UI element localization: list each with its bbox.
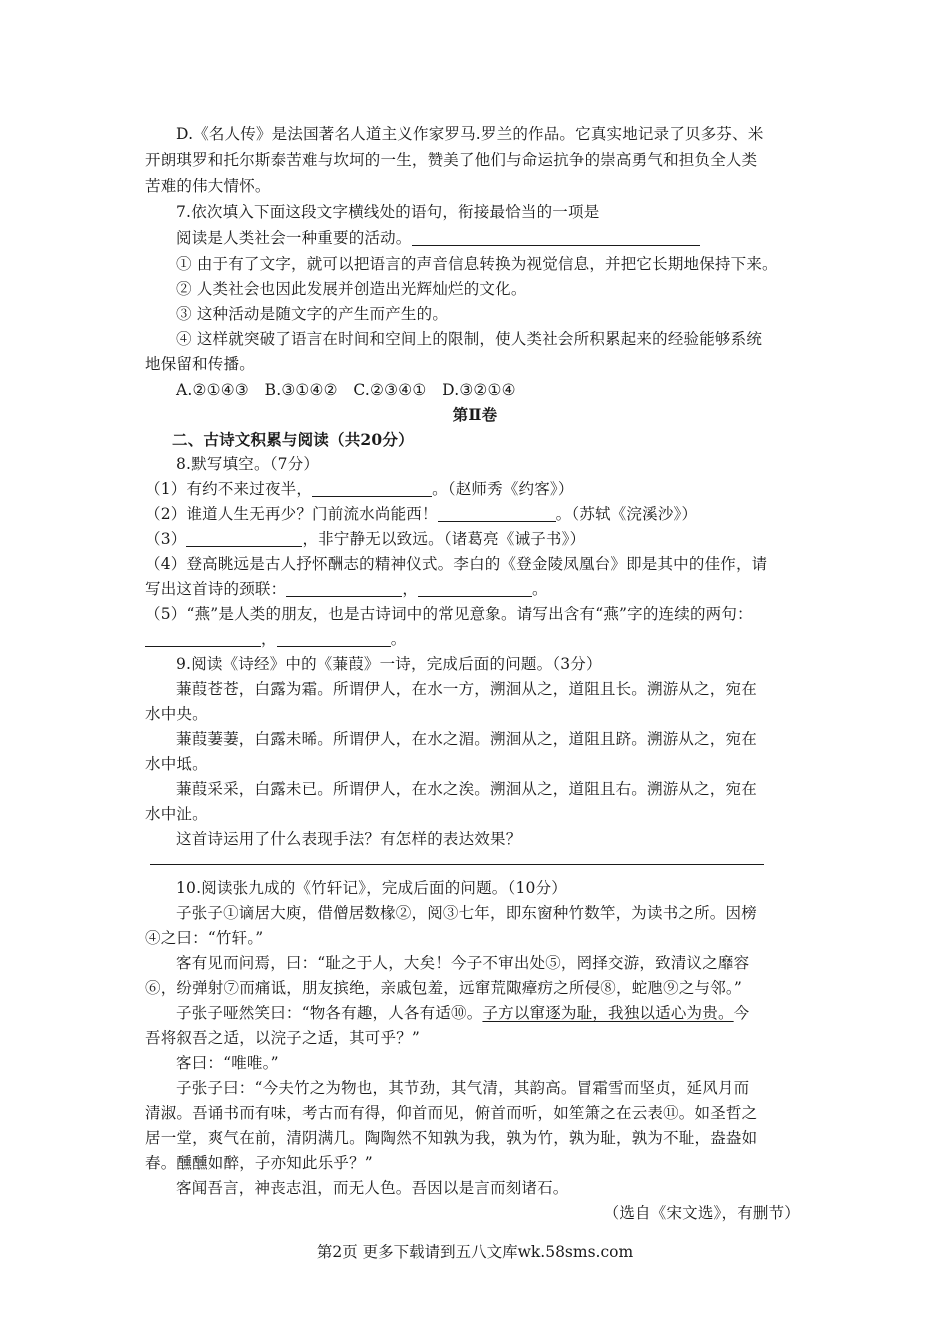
q10-para-b1: 客有见而问焉，曰：“耻之于人，大矣！今子不审出处⑤，罔择交游，致清议之靡容 bbox=[176, 954, 750, 972]
q9-stem: 9.阅读《诗经》中的《蒹葭》一诗，完成后面的问题。（3分） bbox=[176, 655, 602, 673]
q7-sentence-2: ② 人类社会也因此发展并创造出光辉灿烂的文化。 bbox=[176, 280, 527, 298]
q8-blank-4a bbox=[286, 580, 402, 597]
q8-blank-3 bbox=[186, 530, 302, 547]
q7-sentence-4b: 地保留和传播。 bbox=[145, 355, 255, 373]
q9-poem-3b: 水中沚。 bbox=[145, 805, 208, 823]
q10-para-e3: 居一堂，爽气在前，清阴满几。陶陶然不知孰为我，孰为竹，孰为耻，孰为不耻，盎盎如 bbox=[145, 1129, 758, 1147]
q8-blank-2 bbox=[438, 505, 556, 522]
q8-blank-5a bbox=[145, 630, 261, 647]
q10-source: （选自《宋文选》，有删节） bbox=[603, 1204, 800, 1222]
q6-option-d-line2: 开朗琪罗和托尔斯泰苦难与坎坷的一生，赞美了他们与命运抗争的崇高勇气和担负全人类 bbox=[145, 151, 758, 169]
q8-item-4a: （4）登高眺远是古人抒怀酬志的精神仪式。李白的《登金陵凤凰台》即是其中的佳作，请 bbox=[145, 555, 768, 573]
q7-stem: 7.依次填入下面这段文字横线处的语句，衔接最恰当的一项是 bbox=[176, 203, 600, 221]
q10-para-c1: 子张子哑然笑曰：“物各有趣，人各有适⑩。子方以窜逐为耻，我独以适心为贵。今 bbox=[176, 1004, 750, 1022]
q10-para-d: 客曰：“唯唯。” bbox=[176, 1054, 279, 1072]
q7-sentence-3: ③ 这种活动是随文字的产生而产生的。 bbox=[176, 305, 449, 323]
section-2-heading: 二、古诗文积累与阅读（共20分） bbox=[172, 430, 414, 449]
q10-para-c2: 吾将叙吾之适，以浣子之适，其可乎？” bbox=[145, 1029, 421, 1047]
q8-stem: 8.默写填空。（7分） bbox=[176, 455, 320, 473]
q9-poem-3a: 蒹葭采采，白露未已。所谓伊人，在水之涘。溯洄从之，道阻且右。溯游从之，宛在 bbox=[176, 780, 757, 798]
q7-sentence-4a: ④ 这样就突破了语言在时间和空间上的限制，使人类社会所积累起来的经验能够系统 bbox=[176, 330, 763, 348]
q9-question: 这首诗运用了什么表现手法？有怎样的表达效果？ bbox=[176, 830, 522, 848]
q6-option-d-line1: D.《名人传》是法国著名人道主义作家罗马.罗兰的作品。它真实地记录了贝多芬、米 bbox=[176, 125, 764, 143]
page-footer: 第2页 更多下载请到五八文库wk.58sms.com bbox=[316, 1243, 634, 1261]
q10-underlined-sentence: 子方以窜逐为耻，我独以适心为贵。 bbox=[482, 1004, 734, 1022]
q10-para-b2: ⑥，纷弹射⑦而痛诋，朋友摈绝，亲戚包羞，远窜荒陬瘴疠之所侵⑧，蛇虺⑨之与邻。” bbox=[145, 979, 742, 997]
q10-para-f: 客闻吾言，神丧志沮，而无人色。吾因以是言而刻诸石。 bbox=[176, 1179, 569, 1197]
q8-item-3: （3） ，非宁静无以致远。（诸葛亮《诫子书》） bbox=[145, 530, 586, 548]
q9-poem-2a: 蒹葭萋萋，白露未晞。所谓伊人，在水之湄。溯洄从之，道阻且跻。溯游从之，宛在 bbox=[176, 730, 757, 748]
q8-item-2: （2）谁道人生无再少？门前流水尚能西！ 。（苏轼《浣溪沙》） bbox=[145, 505, 698, 523]
q8-blank-4b bbox=[418, 580, 532, 597]
q7-answer-blank bbox=[412, 229, 700, 246]
q8-item-5b: ， 。 bbox=[145, 627, 815, 651]
volume-title: 第Ⅱ卷 bbox=[452, 405, 498, 424]
q10-stem: 10.阅读张九成的《竹轩记》，完成后面的问题。（10分） bbox=[176, 879, 567, 897]
q8-item-4b: 写出这首诗的颈联： ， 。 bbox=[145, 580, 548, 598]
q10-para-e2: 清淑。吾诵书而有味，考古而有得，仰首而见，俯首而听，如笙箫之在云表⑪。如圣哲之 bbox=[145, 1104, 758, 1122]
q7-sentence-1: ① 由于有了文字，就可以把语言的声音信息转换为视觉信息，并把它长期地保持下来。 bbox=[176, 255, 778, 273]
q9-poem-2b: 水中坻。 bbox=[145, 755, 208, 773]
q10-para-e1: 子张子曰：“今夫竹之为物也，其节劲，其气清，其韵高。冒霜雪而坚贞，延风月而 bbox=[176, 1079, 750, 1097]
q8-item-5a: （5）“燕”是人类的朋友，也是古诗词中的常见意象。请写出含有“燕”字的连续的两句： bbox=[145, 605, 753, 623]
q8-item-1: （1）有约不来过夜半， 。（赵师秀《约客》） bbox=[145, 480, 574, 498]
q7-options: A.②①④③ B.③①④② C.②③④① D.③②①④ bbox=[176, 381, 516, 399]
q10-para-a1: 子张子①谪居大庾，借僧居数椽②，阅③七年，即东窗种竹数竿，为读书之所。因榜 bbox=[176, 904, 757, 922]
q10-para-e4: 春。醺醺如醉，子亦知此乐乎？” bbox=[145, 1154, 373, 1172]
q9-answer-line bbox=[150, 864, 764, 865]
q7-lead: 阅读是人类社会一种重要的活动。 bbox=[176, 226, 846, 250]
q10-para-a2: ④之曰：“竹轩。” bbox=[145, 929, 264, 947]
q6-option-d-line3: 苦难的伟大情怀。 bbox=[145, 177, 271, 195]
q8-blank-1 bbox=[312, 480, 432, 497]
q8-blank-5b bbox=[277, 630, 391, 647]
q9-poem-1a: 蒹葭苍苍，白露为霜。所谓伊人，在水一方，溯洄从之，道阻且长。溯游从之，宛在 bbox=[176, 680, 757, 698]
q9-poem-1b: 水中央。 bbox=[145, 705, 208, 723]
